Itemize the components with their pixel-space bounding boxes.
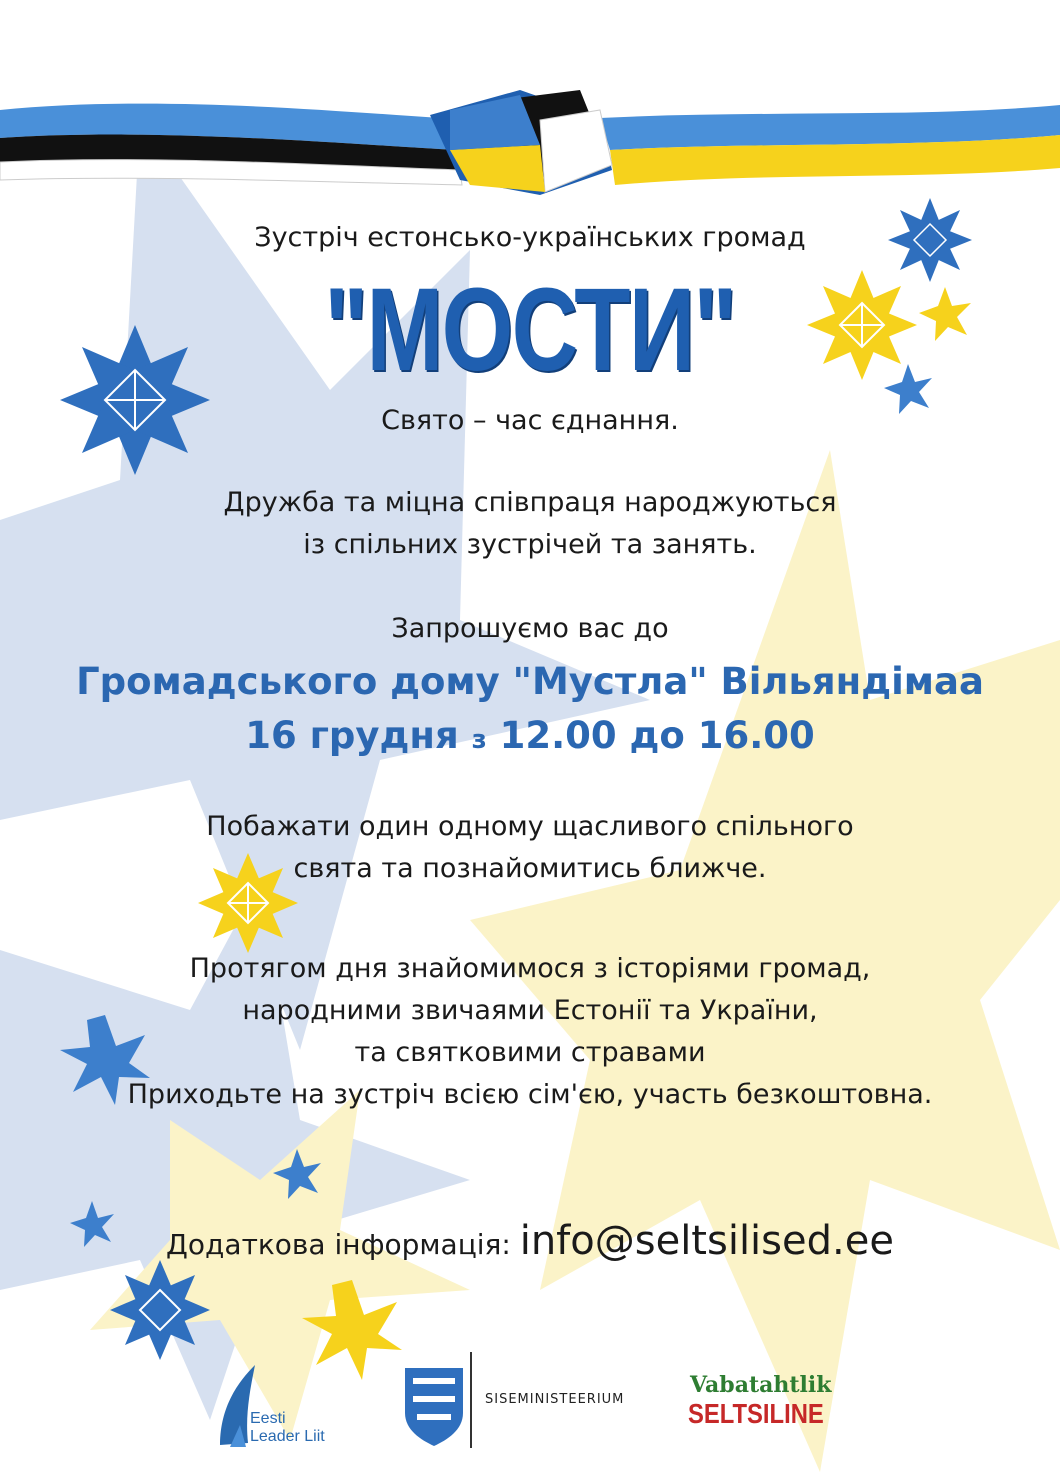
intro-text: [0, 482, 1060, 566]
contact-label: Додаткова інформація:: [166, 1228, 511, 1261]
ministry-divider: [470, 1352, 472, 1448]
contact-info: [0, 1218, 1060, 1264]
venue-name: Громадського дому "Мустла" Вільяндімаа: [76, 660, 984, 703]
tagline: Свято – час єднання.: [381, 405, 679, 436]
vabatahtlik-logo-top: Vabatahtlik: [690, 1372, 832, 1398]
event-date: 16 грудня: [245, 714, 459, 757]
event-datetime: [0, 714, 1060, 757]
ministry-name: SISEMINISTEERIUM: [485, 1392, 625, 1407]
eesti-leader-logo-text: [250, 1410, 325, 1446]
event-time: 12.00 до 16.00: [499, 714, 815, 757]
program-line: Протягом дня знайомимося з історіями громад,: [189, 953, 871, 984]
program-line: та святковими стравами: [354, 1037, 706, 1068]
event-from-word: з: [471, 725, 487, 755]
blue-star-bottom-left: [110, 1260, 210, 1360]
wish-line: свята та познайомитись ближче.: [293, 853, 767, 884]
page-title: "МОСТИ": [324, 264, 736, 396]
leader-line: Leader Liit: [250, 1428, 325, 1445]
program-line: Приходьте на зустріч всією сім'єю, участь безкоштовна.: [127, 1079, 933, 1110]
invitation-lead: Запрошуємо вас до: [391, 613, 669, 644]
intro-line: із спільних зустрічей та занять.: [303, 529, 757, 560]
wish-line: Побажати один одному щасливого спільного: [206, 811, 854, 842]
program-line: народними звичаями Естонії та України,: [242, 995, 818, 1026]
program-text: [0, 948, 1060, 1116]
wish-text: [0, 806, 1060, 890]
ministry-crest: [405, 1368, 463, 1446]
intro-line: Дружба та міцна співпраця народжуються: [223, 487, 837, 518]
subtitle: Зустріч естонсько-українських громад: [254, 222, 806, 253]
leader-line: Eesti: [250, 1410, 286, 1427]
contact-email[interactable]: info@seltsilised.ee: [519, 1218, 894, 1264]
vabatahtlik-logo-bottom: SELTSILINE: [688, 1398, 824, 1429]
